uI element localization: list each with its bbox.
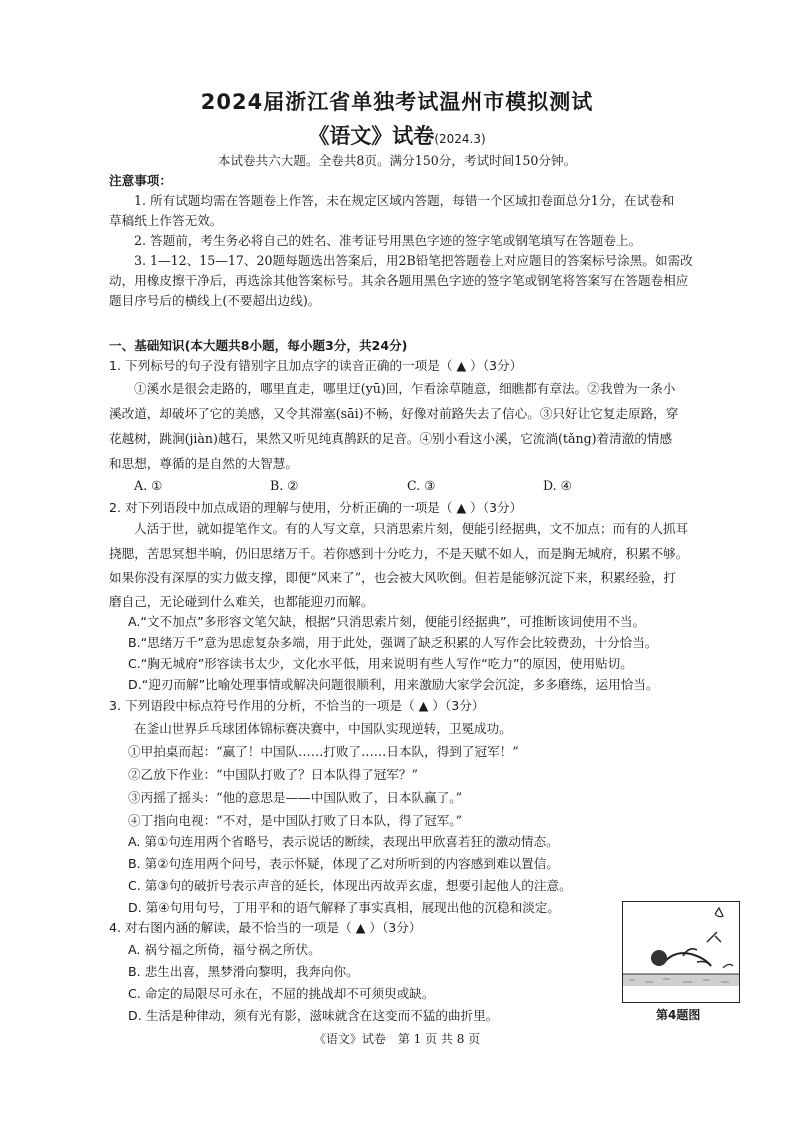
option-c: C. ③ bbox=[407, 478, 436, 493]
figure-limbs bbox=[683, 949, 711, 966]
notice-line: 草稿纸上作答无效。 bbox=[109, 213, 223, 228]
question-stem: 4. 对右图内涵的解读，最不恰当的一项是（ ▲ ）（3分） bbox=[109, 920, 422, 935]
notice-line: 2. 答题前，考生务必将自己的姓名、准考证号用黑色字迹的签字笔或钢笔填写在答题卷上。 bbox=[134, 233, 642, 248]
question-4-figure bbox=[622, 901, 740, 1003]
passage-line: 花越树，跳涧(jiàn)越石，果然又听见纯真鹊跃的足音。④别小看这小溪，它流淌(tǎng)着清澈的情感 bbox=[109, 431, 673, 446]
passage-line: 在釜山世界乒乓球团体锦标赛决赛中，中国队实现逆转，卫冕成功。 bbox=[134, 721, 512, 736]
passage-line: ①甲拍桌而起：“赢了！中国队……打败了……日本队，得到了冠军！” bbox=[128, 744, 519, 759]
option-d: D. 生活是种律动，须有光有影，滋味就含在这变而不猛的曲折里。 bbox=[128, 1008, 499, 1023]
ground-stripe bbox=[623, 974, 739, 986]
option-c: C.“胸无城府”形容读书太少，文化水平低，用来说明有些人写作“吃力”的原因，使用贴切。 bbox=[128, 656, 633, 671]
question-stem: 3. 下列语段中标点符号作用的分析，不恰当的一项是（ ▲ ）（3分） bbox=[109, 698, 485, 713]
subject-title: 《语文》试卷 bbox=[308, 124, 435, 148]
question-stem: 1. 下列标号的句子没有错别字且加点字的读音正确的一项是（ ▲ ）（3分） bbox=[109, 358, 523, 373]
option-a: A. 第①句连用两个省略号，表示说话的断续，表现出甲欣喜若狂的激动情态。 bbox=[128, 834, 559, 849]
cartoon-illustration bbox=[623, 902, 739, 1002]
notice-line: 1. 所有试题均需在答题卷上作答，未在规定区域内答题，每错一个区域扣卷面总分1分，在试卷和 bbox=[134, 193, 675, 208]
figure-head bbox=[651, 950, 667, 966]
passage-line: ②乙放下作业：“中国队打败了？日本队得了冠军？” bbox=[128, 767, 418, 782]
passage-line: 和思想，尊循的是自然的大智慧。 bbox=[109, 456, 298, 471]
passage-line: 挠腮，苦思冥想半晌，仍旧思绪万千。若你感到十分吃力，不是天赋不如人，而是胸无城府，积累不够。 bbox=[109, 546, 689, 561]
figure-hand bbox=[707, 932, 721, 942]
exam-subtitle bbox=[0, 120, 794, 150]
option-b: B. 悲生出喜，黑梦滑向黎明，我奔向你。 bbox=[128, 964, 359, 979]
option-b: B. 第②句连用两个问号，表示怀疑，体现了乙对所听到的内容感到难以置信。 bbox=[128, 856, 559, 871]
figure-caption: 第4题图 bbox=[656, 1008, 701, 1022]
option-b: B.“思绪万千”意为思虑复杂多端，用于此处，强调了缺乏积累的人写作会比较费劲，十分恰当。 bbox=[128, 635, 658, 650]
figure-body bbox=[663, 953, 711, 966]
option-a: A. ① bbox=[134, 478, 163, 493]
option-d: D. 第④句用句号，丁用平和的语气解释了事实真相，展现出他的沉稳和淡定。 bbox=[128, 900, 560, 915]
exam-title: 2024届浙江省单独考试温州市模拟测试 bbox=[200, 90, 594, 114]
passage-line: 人活于世，就如提笔作文。有的人写文章，只消思索片刻，便能引经据典，文不加点；而有的人抓耳 bbox=[134, 521, 689, 536]
passage-line: 如果你没有深厚的实力做支撑，即便“风来了”，也会被大风吹倒。但若是能够沉淀下来，积累经验，打 bbox=[109, 570, 677, 585]
option-c: C. 第③句的破折号表示声音的延长，体现出丙故弄玄虚，想要引起他人的注意。 bbox=[128, 878, 572, 893]
option-c: C. 命定的局限尽可永在，不屈的挑战却不可须臾或缺。 bbox=[128, 986, 435, 1001]
section-heading: 一、基础知识(本大题共8小题，每小题3分，共24分) bbox=[109, 338, 408, 353]
exam-date: (2024.3) bbox=[434, 132, 486, 146]
notice-line: 动，用橡皮擦干净后，再选涂其他答案标号。其余各题用黑色字迹的签字笔或钢笔将答案写在答题卷相应 bbox=[109, 273, 689, 288]
passage-line: ④丁指向电视：“不对，是中国队打败了日本队，得了冠军。” bbox=[128, 813, 463, 828]
question-stem: 2. 对下列语段中加点成语的理解与使用，分析正确的一项是（ ▲ ）（3分） bbox=[109, 500, 523, 515]
option-d: D.“迎刃而解”比喻处理事情或解决问题很顺利，用来激励大家学会沉淀，多多磨练，运用恰当。 bbox=[128, 677, 659, 692]
sky-mark bbox=[715, 908, 723, 917]
notice-line: 3. 1—12、15—17、20题每题选出答案后，用2B铅笔把答题卷上对应题目的答案标号涂黑。如需改 bbox=[134, 253, 693, 268]
notice-line: 题目序号后的横线上(不要超出边线)。 bbox=[109, 293, 321, 308]
page-footer: 《语文》试卷 第 1 页 共 8 页 bbox=[313, 1032, 481, 1046]
notice-heading: 注意事项： bbox=[109, 173, 172, 188]
option-b: B. ② bbox=[270, 478, 299, 493]
exam-intro: 本试卷共六大题。全卷共8页。满分150分，考试时间150分钟。 bbox=[217, 153, 577, 168]
passage-line: ①溪水是很会走路的，哪里直走，哪里迂(yū)回，乍看涂草随意，细瞧都有章法。②我曾为一条小 bbox=[134, 381, 676, 396]
option-d: D. ④ bbox=[543, 478, 572, 493]
passage-line: 磨自己，无论碰到什么难关，也都能迎刃而解。 bbox=[109, 594, 374, 609]
passage-line: ③丙摇了摇头：“他的意思是——中国队败了，日本队赢了。” bbox=[128, 790, 463, 805]
option-a: A.“文不加点”多形容文笔欠缺，根据“只消思索片刻，便能引经据典”，可推断该词使用不当。 bbox=[128, 614, 646, 629]
passage-line: 溪改道，却破坏了它的美感，又令其滞塞(sāi)不畅，好像对前路失去了信心。③只好让它复走原路，穿 bbox=[109, 406, 679, 421]
foot-mark bbox=[723, 964, 733, 968]
option-a: A. 祸兮福之所倚，福兮祸之所伏。 bbox=[128, 942, 321, 957]
